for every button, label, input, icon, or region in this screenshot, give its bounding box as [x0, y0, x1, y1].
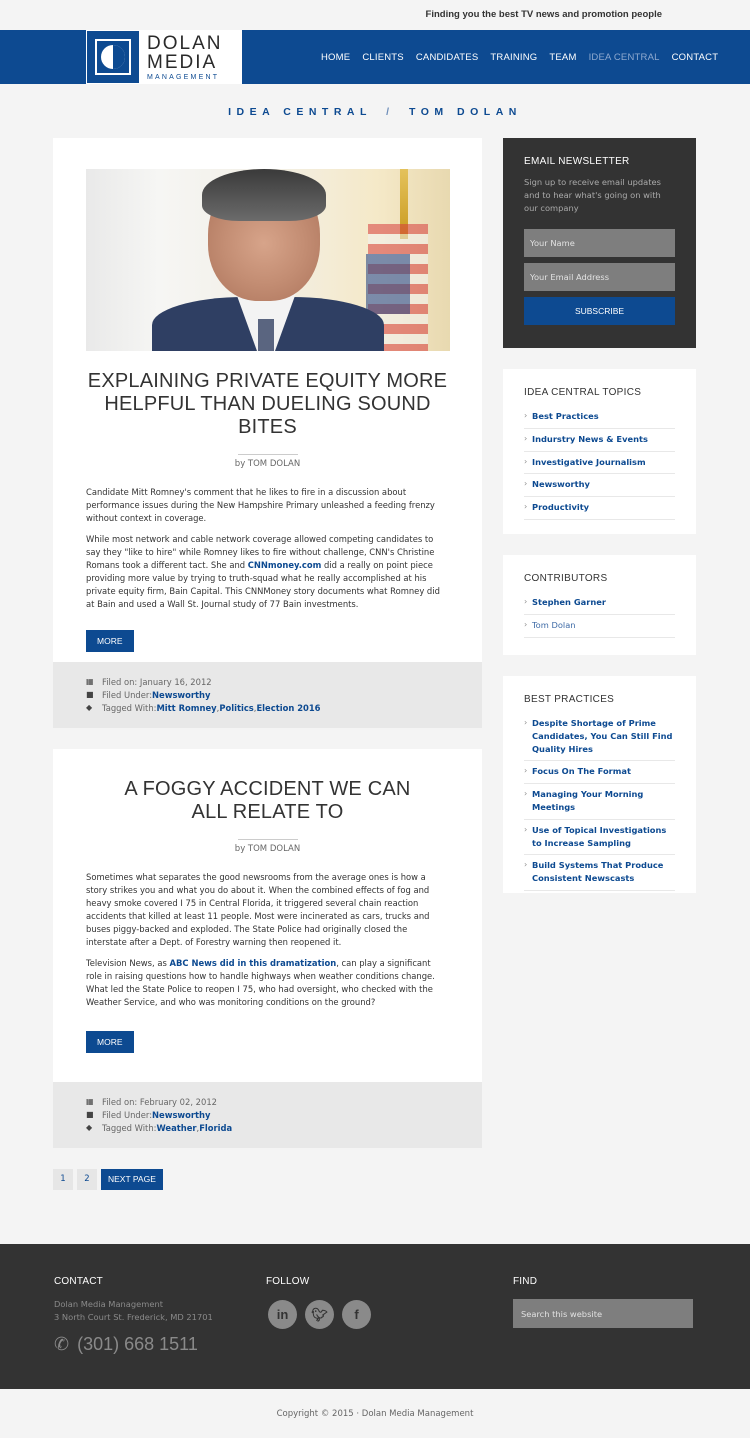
breadcrumb-author: TOM DOLAN	[408, 106, 522, 118]
footer-search-input[interactable]	[513, 1299, 693, 1328]
tag-comma: ,	[216, 702, 220, 713]
article-link[interactable]: › Use of Topical Investigations to Increase Sampling	[524, 820, 675, 856]
calendar-icon: ▦	[86, 677, 94, 686]
logo-line-2: MEDIA	[147, 51, 218, 73]
topics-list	[524, 406, 675, 520]
footer-phone	[54, 1334, 198, 1355]
post-meta	[53, 1082, 482, 1148]
post-title[interactable]: EXPLAINING PRIVATE EQUITY MORE HELPFUL THAN DUELING SOUND BITES	[87, 370, 448, 438]
breadcrumb-separator: /	[386, 106, 395, 118]
logo-line-3: MANAGEMENT	[147, 73, 220, 81]
tag-link[interactable]: Mitt Romney	[156, 702, 217, 713]
nav-idea-central[interactable]: IDEA CENTRAL	[588, 51, 660, 63]
inline-link[interactable]: ABC News did in this dramatization	[169, 958, 337, 968]
page-1-link[interactable]: 1	[53, 1169, 73, 1190]
text-fragment: did a really on point piece providing more value by trying to truth-squad what he really accomplished at his private equity firm, Bain Capital. This CNNMoney story documents what Romney did at Bain and used a Wall St. Journal study of 77 Bain investments.	[86, 560, 440, 609]
topics-widget	[503, 369, 696, 534]
post-card	[53, 138, 482, 662]
post-card	[53, 749, 482, 1082]
street-address: 3 North Court St. Frederick, MD 21701	[54, 1311, 213, 1322]
nav-clients[interactable]: CLIENTS	[362, 51, 404, 63]
byline-text: by TOM DOLAN	[234, 459, 301, 469]
subscribe-button[interactable]: SUBSCRIBE	[524, 297, 675, 325]
site-logo[interactable]	[86, 30, 242, 84]
widget-title: CONTRIBUTORS	[524, 573, 608, 584]
newsletter-widget	[503, 138, 696, 348]
bookmark-icon: ■	[86, 1110, 94, 1119]
social-links	[268, 1300, 371, 1329]
copyright: Copyright © 2015 · Dolan Media Management	[276, 1409, 474, 1419]
contact-heading: CONTACT	[54, 1276, 103, 1287]
more-button[interactable]: MORE	[86, 1031, 134, 1053]
tag-link[interactable]: Florida	[199, 1122, 233, 1133]
byline-text: by TOM DOLAN	[234, 844, 301, 854]
post-excerpt	[53, 486, 482, 611]
excerpt-paragraph: Sometimes what separates the good newsrooms from the average ones is how a story strikes you and what you do about it. When the combined effects of fog and heavy smoke covered I 75 in Central Florida, it triggered several chain reaction accidents that killed at least 11 people. Most were incinerated as cars, trucks and buses piggy-backed and exploded. The State Police had originally closed the interstate after a Dept. of Forestry warning then reopened it.	[86, 872, 430, 947]
widget-title: BEST PRACTICES	[524, 694, 615, 705]
category-link[interactable]: Newsworthy	[152, 689, 211, 700]
email-input[interactable]	[524, 263, 675, 291]
category-link[interactable]: Newsworthy	[152, 1109, 211, 1120]
nav-training[interactable]: TRAINING	[490, 51, 538, 63]
follow-heading: FOLLOW	[266, 1276, 310, 1287]
page-breadcrumb	[0, 106, 750, 118]
contributors-list	[524, 592, 675, 638]
inline-link[interactable]: CNNmoney.com	[247, 560, 322, 570]
phone-number[interactable]: (301) 668 1511	[77, 1334, 198, 1354]
article-link[interactable]: › Focus On The Format	[524, 761, 675, 784]
contributors-widget	[503, 555, 696, 655]
nav-team[interactable]: TEAM	[549, 51, 577, 63]
filed-on: Filed on: January 16, 2012	[102, 676, 212, 687]
nav-contact[interactable]: CONTACT	[671, 51, 719, 63]
text-fragment: While most network and cable network coverage allowed competing candidates to say they "like to hire" while Romney likes to fire without challenge, CNN's Christine Romans took a different tact. She and	[86, 534, 435, 570]
tag-comma: ,	[253, 702, 257, 713]
site-footer	[0, 1244, 750, 1389]
topic-link[interactable]: › Newsworthy	[524, 474, 675, 497]
logo-line-1: DOLAN	[147, 32, 223, 54]
article-link[interactable]: › Managing Your Morning Meetings	[524, 784, 675, 820]
company-name: Dolan Media Management	[54, 1299, 163, 1309]
post-featured-image[interactable]	[86, 169, 450, 351]
excerpt-paragraph: Candidate Mitt Romney's comment that he likes to fire in a discussion about performance issues during the New Hampshire Primary unleashed a feeding frenzy without context in coverage.	[86, 487, 435, 523]
best-practices-widget	[503, 676, 696, 893]
tag-comma: ,	[196, 1122, 200, 1133]
linkedin-icon[interactable]: in	[268, 1300, 297, 1329]
topic-link[interactable]: › Investigative Journalism	[524, 452, 675, 475]
tag-link[interactable]: Weather	[156, 1122, 197, 1133]
contributor-link[interactable]: › Stephen Garner	[524, 592, 675, 615]
logo-mark-icon	[87, 31, 139, 83]
newsletter-description: Sign up to receive email updates and to hear what's going on with our company	[524, 177, 661, 213]
contributor-link[interactable]: › Tom Dolan	[524, 615, 675, 638]
tag-icon: ◆	[86, 703, 93, 712]
twitter-icon[interactable]: 🐦︎	[305, 1300, 334, 1329]
top-bar	[0, 0, 750, 30]
article-link[interactable]: › Build Systems That Produce Consistent Newscasts	[524, 855, 675, 891]
footer-address	[54, 1298, 213, 1323]
find-heading: FIND	[513, 1276, 538, 1287]
filed-under-label: Filed Under:	[102, 1109, 153, 1120]
main-nav	[321, 30, 718, 84]
tag-link[interactable]: Election 2016	[256, 702, 321, 713]
breadcrumb-section[interactable]: IDEA CENTRAL	[228, 106, 372, 118]
article-link[interactable]: › Despite Shortage of Prime Candidates, You Can Still Find Quality Hires	[524, 713, 675, 761]
next-page-button[interactable]: NEXT PAGE	[101, 1169, 163, 1190]
nav-home[interactable]: HOME	[321, 51, 351, 63]
bookmark-icon: ■	[86, 690, 94, 699]
name-input[interactable]	[524, 229, 675, 257]
tag-icon: ◆	[86, 1123, 93, 1132]
filed-on: Filed on: February 02, 2012	[102, 1096, 217, 1107]
tagged-label: Tagged With:	[102, 702, 157, 713]
tagged-label: Tagged With:	[102, 1122, 157, 1133]
excerpt-paragraph	[86, 957, 449, 1009]
topic-link[interactable]: › Best Practices	[524, 406, 675, 429]
nav-candidates[interactable]: CANDIDATES	[415, 51, 479, 63]
more-button[interactable]: MORE	[86, 630, 134, 652]
logo-text	[147, 34, 222, 81]
post-excerpt	[53, 871, 482, 1009]
post-title[interactable]: A FOGGY ACCIDENT WE CAN ALL RELATE TO	[124, 778, 411, 823]
text-fragment: , can play a significant role in raising questions how to handle highways when weather conditions change. What led the State Police to reopen I 75, who had oversight, who checked with the Weather Service, and who was monitoring conditions on the ground?	[86, 958, 435, 1007]
post-byline	[53, 839, 482, 854]
phone-icon: ✆	[54, 1334, 70, 1354]
topic-link[interactable]: › Indurstry News & Events	[524, 429, 675, 452]
tag-link[interactable]: Politics	[219, 702, 254, 713]
tagline: Finding you the best TV news and promotion people	[425, 9, 662, 20]
widget-title: IDEA CENTRAL TOPICS	[524, 387, 642, 398]
facebook-icon[interactable]: f	[342, 1300, 371, 1329]
filed-under-label: Filed Under:	[102, 689, 153, 700]
text-fragment: Television News, as	[86, 958, 170, 968]
calendar-icon: ▦	[86, 1097, 94, 1106]
newsletter-title: EMAIL NEWSLETTER	[524, 156, 630, 167]
page-2-link[interactable]: 2	[77, 1169, 97, 1190]
excerpt-paragraph	[86, 533, 449, 611]
topic-link[interactable]: › Productivity	[524, 497, 675, 520]
best-practices-list	[524, 713, 675, 891]
post-meta	[53, 662, 482, 728]
site-header	[0, 30, 750, 84]
post-byline	[53, 454, 482, 469]
pagination	[53, 1169, 163, 1190]
